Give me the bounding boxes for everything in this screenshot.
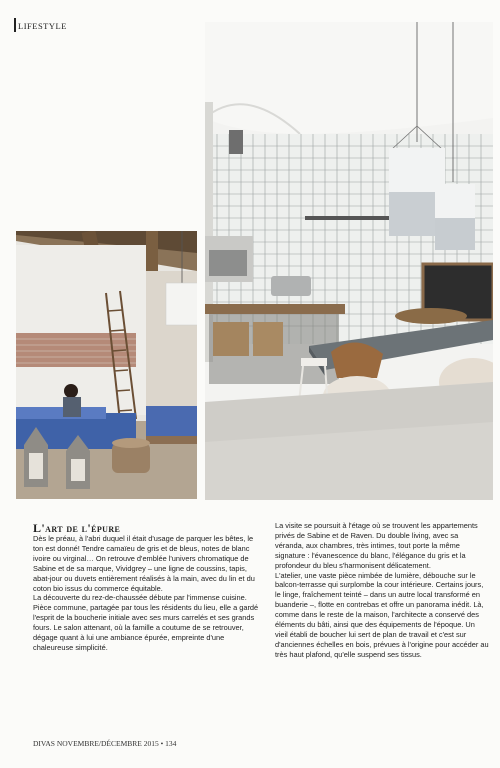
photo-kitchen	[205, 22, 493, 500]
article-title: L'art de l'épure	[33, 521, 121, 535]
photo-loft-room	[16, 231, 197, 499]
page-footer: DIVAS NOVEMBRE/DÉCEMBRE 2015 • 134	[33, 739, 177, 748]
section-label: LIFESTYLE	[18, 21, 67, 31]
article-column-left	[33, 534, 262, 653]
article-column-right	[275, 521, 489, 660]
paragraph: Dès le préau, à l'abri duquel il était d'usage de parquer les bêtes, le ton est donné! Tendre camaïeu de gris et de bleus, notes de blanc ivoire ou virginal… On retrouve d'emblée l'univers chromatique de Sabine et de sa marque, Vividgrey – une ligne de coussins, tapis, abat-jour ou duvets entièrement réalisés à la main, avec du lin et du coton bio issus du commerce équitable.	[33, 534, 255, 593]
paragraph: La découverte du rez-de-chaussée débute par l'immense cuisine. Pièce commune, partagée par tous les résidents du lieu, elle a gardé l'esprit de la boucherie initiale avec ses murs carrelés et ses grands fours. Le salon attenant, où la famille a coutume de se retrouver, dégage quant à lui une ambiance épurée, empreinte d'une chaleureuse simplicité.	[33, 593, 259, 652]
header-rule	[14, 18, 16, 32]
paragraph: La visite se poursuit à l'étage où se trouvent les appartements privés de Sabine et de Raven. Du double living, avec sa véranda, aux chambres, très intimes, tout porte la même signature : l'évanescence du blanc, l'élégance du gris et la profondeur du bleu s'harmonisent délicatement.	[275, 521, 478, 570]
paragraph: L'atelier, une vaste pièce nimbée de lumière, débouche sur le balcon-terrasse qui surplombe la cour intérieure. Certains jours, le linge, fraîchement teinté – dans un autre local transformé en buanderie –, flotte en contrebas et offre un panorama inédit. Là, comme dans le reste de la maison, l'architecte a conservé des éléments du bâti, ainsi que des équipements de l'époque. Un vieil établi de boucher lui sert de plan de travail et c'est sur d'anciennes échelles en bois, prévues à l'origine pour accéder au très haut plafond, qu'elle suspend ses tissus.	[275, 570, 489, 659]
